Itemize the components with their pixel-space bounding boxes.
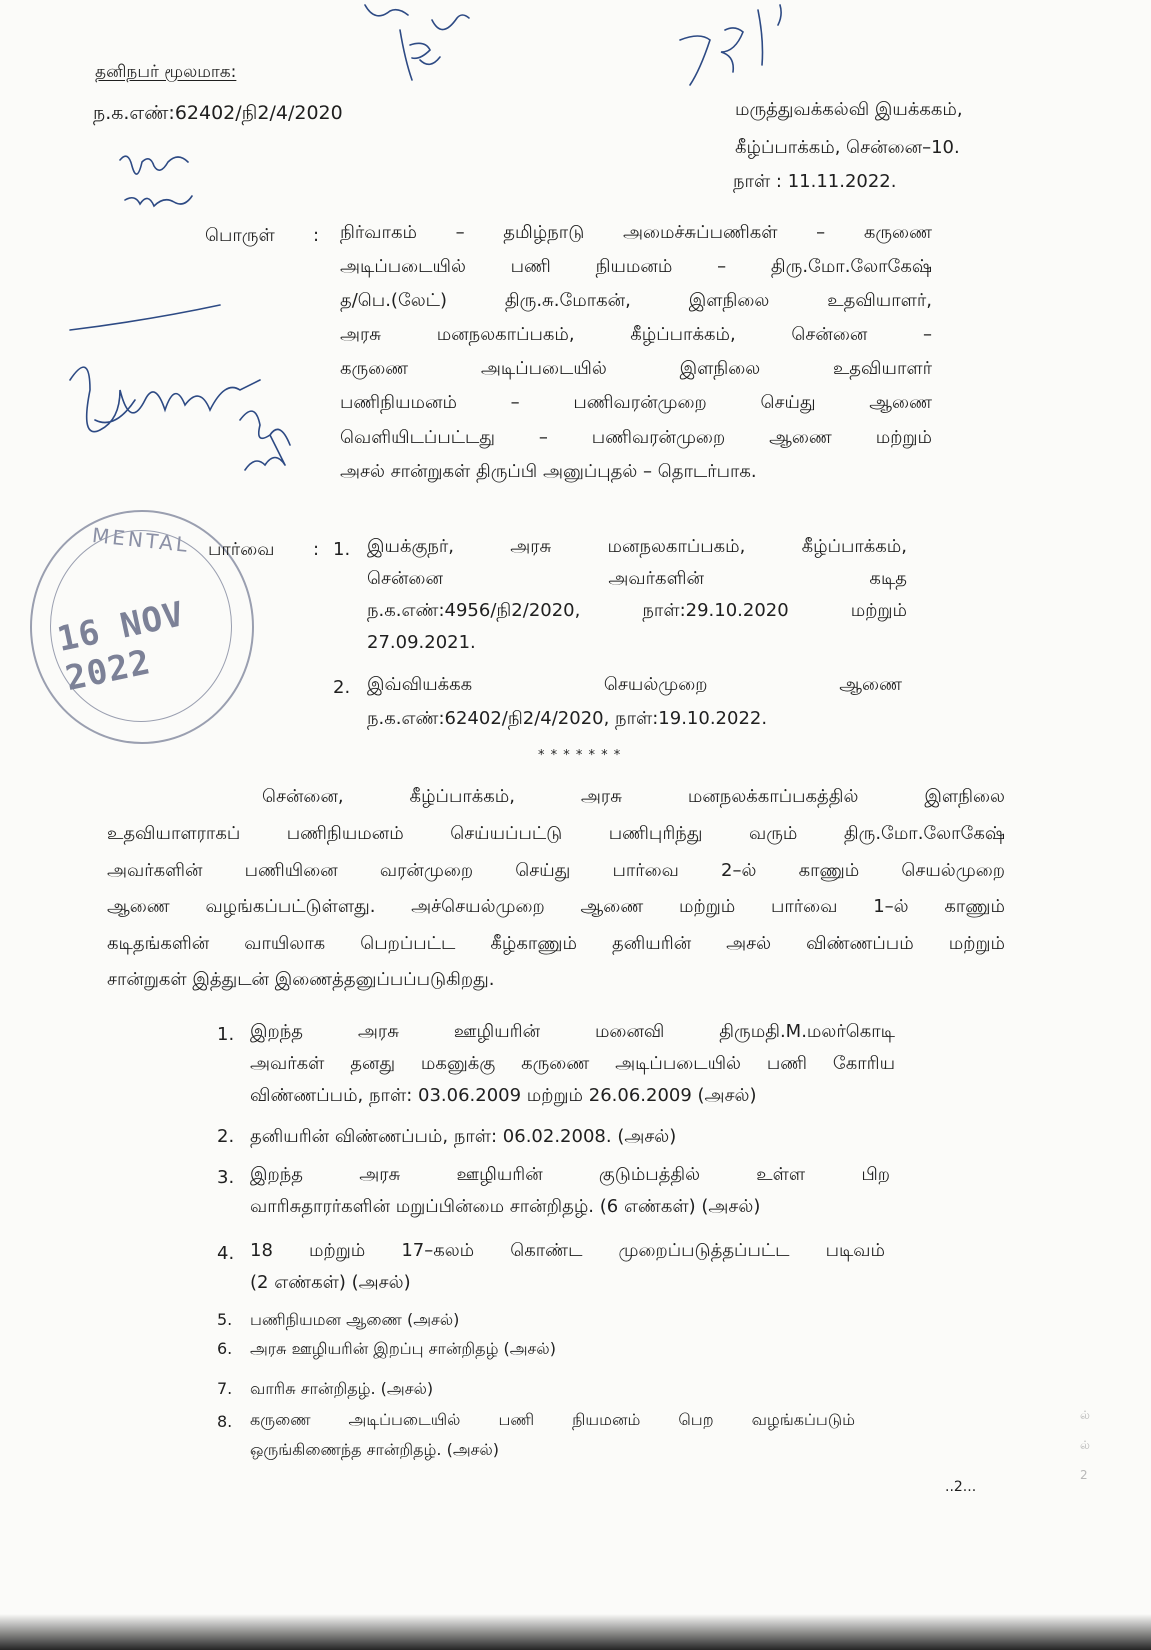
enclosure-line: கருணை அடிப்படையில் பணி நியமனம் பெற வழங்கப்படும் <box>250 1410 855 1429</box>
body-paragraph <box>107 822 1005 1005</box>
top-scribble-1 <box>365 5 408 16</box>
body-line: சென்னை, கீழ்ப்பாக்கம், அரசு மனநலக்காப்பகத்தில் இளநிலை <box>262 786 1005 807</box>
enclosure-item-8 <box>250 1408 855 1468</box>
reference-number: ந.க.எண்:62402/நி2/4/2020 <box>93 102 343 124</box>
enclosure-item-7: வாரிசு சான்றிதழ். (அசல்) <box>250 1379 434 1398</box>
reference-line: ந.க.எண்:4956/நி2/2020, நாள்:29.10.2020 மற்றும் <box>367 600 907 621</box>
subject-line: அடிப்படையில் பணி நியமனம் – திரு.மோ.லோகேஷ் <box>340 256 932 278</box>
enclosure-number: 6. <box>217 1339 233 1358</box>
enclosure-number: 3. <box>217 1167 235 1188</box>
subject-line: அசல் சான்றுகள் திருப்பி அனுப்புதல் – தொடர்பாக. <box>340 460 757 482</box>
office-name: மருத்துவக்கல்வி இயக்ககம், <box>735 99 963 120</box>
enclosure-number: 4. <box>217 1243 235 1264</box>
reference-item-2 <box>367 673 902 741</box>
left-scribble <box>120 156 192 206</box>
enclosure-line: வாரிசுதாரர்களின் மறுப்பின்மை சான்றிதழ். (6 எண்கள்) (அசல்) <box>250 1196 761 1217</box>
enclosure-number: 8. <box>217 1412 233 1431</box>
enclosure-number: 2. <box>217 1126 235 1147</box>
delivery-mode: தனிநபர் மூலமாக: <box>95 62 237 82</box>
subject-text <box>340 221 932 494</box>
subject-line: வெளியிடப்பட்டது – பணிவரன்முறை ஆணை மற்றும் <box>340 426 932 448</box>
scan-shadow <box>0 1614 1151 1650</box>
enclosure-line: விண்ணப்பம், நாள்: 03.06.2009 மற்றும் 26.06.2009 (அசல்) <box>250 1085 757 1106</box>
subject-colon: : <box>313 225 320 246</box>
enclosure-item-2: தனியரின் விண்ணப்பம், நாள்: 06.02.2008. (அசல்) <box>250 1126 677 1147</box>
subject-line: கருணை அடிப்படையில் இளநிலை உதவியாளர் <box>340 358 932 380</box>
body-first-line <box>262 785 1005 809</box>
enclosure-line: 18 மற்றும் 17–கலம் கொண்ட முறைப்படுத்தப்பட்ட படிவம் <box>250 1240 885 1261</box>
enclosure-item-6: அரசு ஊழியரின் இறப்பு சான்றிதழ் (அசல்) <box>250 1339 556 1358</box>
reference-colon: : <box>313 539 320 560</box>
enclosure-line: ஒருங்கிணைந்த சான்றிதழ். (அசல்) <box>250 1440 500 1459</box>
enclosure-line: அவர்கள் தனது மகனுக்கு கருணை அடிப்படையில் பணி கோரிய <box>250 1053 895 1074</box>
subject-line: அரசு மனநலகாப்பகம், கீழ்ப்பாக்கம், சென்னை – <box>340 324 932 346</box>
body-line: ஆணை வழங்கப்பட்டுள்ளது. அச்செயல்முறை ஆணை மற்றும் பார்வை 1–ல் காணும் <box>107 896 1005 917</box>
bleed-through-marks: ல் ல் 2 <box>1080 1408 1090 1482</box>
body-line: சான்றுகள் இத்துடன் இணைத்தனுப்பப்படுகிறது. <box>107 969 495 990</box>
enclosure-item-4 <box>250 1239 885 1303</box>
reference-line: ந.க.எண்:62402/நி2/4/2020, நாள்:19.10.2022. <box>367 708 768 729</box>
letter-date: நாள் : 11.11.2022. <box>733 171 897 192</box>
reference-item-1 <box>367 535 907 663</box>
reference-line: சென்னை அவர்களின் கடித <box>367 568 907 589</box>
body-line: உதவியாளராகப் பணிநியமனம் செய்யப்பட்டு பணிபுரிந்து வரும் திரு.மோ.லோகேஷ் <box>107 823 1005 844</box>
body-line: கடிதங்களின் வாயிலாக பெறப்பட்ட கீழ்காணும் தனியரின் அசல் விண்ணப்பம் மற்றும் <box>107 932 1005 954</box>
enclosure-number: 5. <box>217 1310 233 1329</box>
stamp-ring-text: MENTAL <box>91 522 192 558</box>
enclosure-number: 1. <box>217 1024 235 1045</box>
left-signature <box>70 305 260 432</box>
reference-line: இயக்குநர், அரசு மனநலகாப்பகம், கீழ்ப்பாக்கம், <box>367 536 907 557</box>
top-right-mark <box>680 5 781 85</box>
enclosure-item-5: பணிநியமன ஆணை (அசல்) <box>250 1310 460 1329</box>
top-scribble-2 <box>400 15 469 80</box>
office-address: கீழ்ப்பாக்கம், சென்னை–10. <box>735 137 960 158</box>
subject-label: பொருள் <box>205 225 275 246</box>
page-continuation: ..2... <box>945 1479 977 1495</box>
body-line: அவர்களின் பணியினை வரன்முறை செய்து பார்வை 2–ல் காணும் செயல்முறை <box>107 859 1005 881</box>
enclosure-number: 7. <box>217 1379 233 1398</box>
stamp-date: 16 NOV 2022 <box>53 594 189 700</box>
enclosure-line: இறந்த அரசு ஊழியரின் மனைவி திருமதி.M.மலர்கொடி <box>250 1021 895 1042</box>
subject-line: நிர்வாகம் – தமிழ்நாடு அமைச்சுப்பணிகள் – கருணை <box>340 222 932 243</box>
enclosure-item-3 <box>250 1163 890 1227</box>
subject-line: த/பெ.(லேட்) திரு.சு.மோகன், இளநிலை உதவியாளர், <box>340 290 932 312</box>
subject-line: பணிநியமனம் – பணிவரன்முறை செய்து ஆணை <box>340 392 932 414</box>
small-initials <box>240 411 290 470</box>
enclosure-line: (2 எண்கள்) (அசல்) <box>250 1272 411 1293</box>
separator-stars: * * * * * * * <box>538 748 622 763</box>
enclosure-item-1 <box>250 1020 895 1116</box>
reference-number-1: 1. <box>333 539 351 560</box>
reference-line: 27.09.2021. <box>367 632 476 653</box>
reference-number-2: 2. <box>333 677 351 698</box>
reference-line: இவ்வியக்கக செயல்முறை ஆணை <box>367 674 902 695</box>
reference-label: பார்வை <box>208 539 275 560</box>
enclosure-line: இறந்த அரசு ஊழியரின் குடும்பத்தில் உள்ள பிற <box>250 1164 890 1185</box>
